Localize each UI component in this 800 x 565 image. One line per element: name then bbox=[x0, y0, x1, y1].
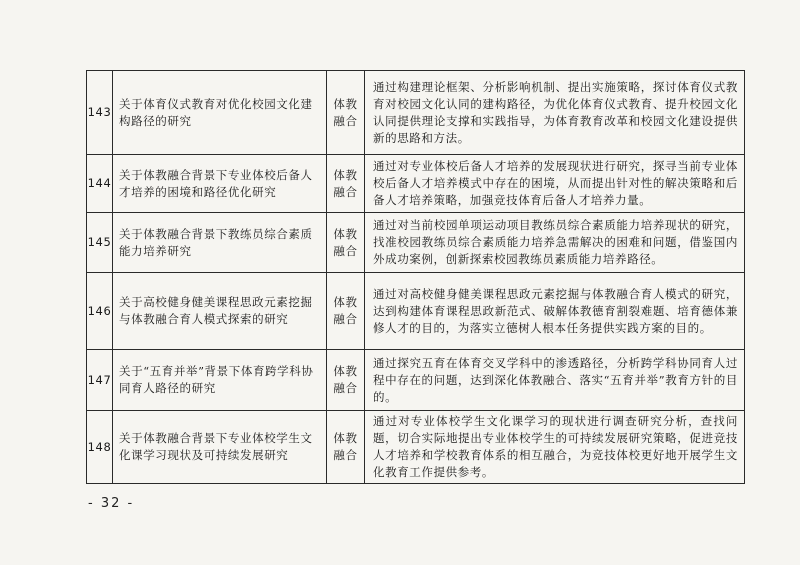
table-row bbox=[87, 213, 745, 273]
row-number: 146 bbox=[87, 273, 113, 350]
row-number: 144 bbox=[87, 155, 113, 213]
topic-description: 通过对专业体校后备人才培养的发展现状进行研究，探寻当前专业体校后备人才培养模式中存在的困境，从而提出针对性的解决策略和后备人才培养策略，加强竞技体育后备人才培养力量。 bbox=[365, 155, 745, 213]
topic-title: 关于体育仪式教育对优化校园文化建构路径的研究 bbox=[113, 71, 327, 155]
table-row bbox=[87, 273, 745, 350]
category-line-2: 融合 bbox=[333, 312, 358, 326]
table-row bbox=[87, 155, 745, 213]
category-line-1: 体教 bbox=[333, 226, 358, 241]
row-number: 147 bbox=[87, 350, 113, 411]
topic-category bbox=[327, 213, 365, 273]
category-line-1: 体教 bbox=[333, 167, 358, 182]
topic-description: 通过对专业体校学生文化课学习的现状进行调查研究分析，查找问题，切合实际地提出专业体校学生的可持续发展研究策略，促进竞技人才培养和学校教育体系的相互融合，为竞技体校更好地开展学生文化教育工作提供参考。 bbox=[365, 411, 745, 484]
category-line-1: 体教 bbox=[333, 96, 358, 111]
category-line-2: 融合 bbox=[333, 243, 358, 258]
table-row bbox=[87, 71, 745, 155]
topic-title: 关于高校健身健美课程思政元素挖掘与体教融合育人模式探索的研究 bbox=[113, 273, 327, 350]
topic-category bbox=[327, 71, 365, 155]
topic-description: 通过构建理论框架、分析影响机制、提出实施策略，探讨体育仪式教育对校园文化认同的建构路径，为优化体育仪式教育、提升校园文化认同提供理论支撑和实践指导，为体育教育改革和校园文化建设提供新的思路和方法。 bbox=[365, 71, 745, 155]
table-row bbox=[87, 350, 745, 411]
category-line-1: 体教 bbox=[333, 431, 358, 445]
topic-title: 关于体教融合背景下专业体校学生文化课学习现状及可持续发展研究 bbox=[113, 411, 327, 484]
topic-description: 通过探究五育在体育交叉学科中的渗透路径，分析跨学科协同育人过程中存在的问题，达到深化体教融合、落实“五育并举”教育方针的目的。 bbox=[365, 350, 745, 411]
topic-description: 通过对高校健身健美课程思政元素挖掘与体教融合育人模式的研究，达到构建体育课程思政新范式、破解体教德育割裂难题、培育德体兼修人才的目的，为落实立德树人根本任务提供实践方案的目的。 bbox=[365, 273, 745, 350]
topic-title: 关于“五育并举”背景下体育跨学科协同育人路径的研究 bbox=[113, 350, 327, 411]
row-number: 145 bbox=[87, 213, 113, 273]
category-line-1: 体教 bbox=[333, 364, 358, 378]
category-line-2: 融合 bbox=[333, 381, 358, 395]
topic-title: 关于体教融合背景下专业体校后备人才培养的困境和路径优化研究 bbox=[113, 155, 327, 213]
topic-category bbox=[327, 273, 365, 350]
topic-category bbox=[327, 155, 365, 213]
category-line-1: 体教 bbox=[333, 295, 358, 309]
row-number: 148 bbox=[87, 411, 113, 484]
topic-category bbox=[327, 411, 365, 484]
page-number: - 32 - bbox=[88, 496, 135, 511]
category-line-2: 融合 bbox=[333, 448, 358, 462]
category-line-2: 融合 bbox=[333, 113, 358, 128]
topic-category bbox=[327, 350, 365, 411]
topic-title: 关于体教融合背景下教练员综合素质能力培养研究 bbox=[113, 213, 327, 273]
topic-description: 通过对当前校园单项运动项目教练员综合素质能力培养现状的研究，找准校园教练员综合素质能力培养急需解决的困难和问题，借鉴国内外成功案例，创新探索校园教练员素质能力培养路径。 bbox=[365, 213, 745, 273]
category-line-2: 融合 bbox=[333, 184, 358, 199]
table-row bbox=[87, 411, 745, 484]
research-topics-table bbox=[86, 70, 745, 484]
row-number: 143 bbox=[87, 71, 113, 155]
